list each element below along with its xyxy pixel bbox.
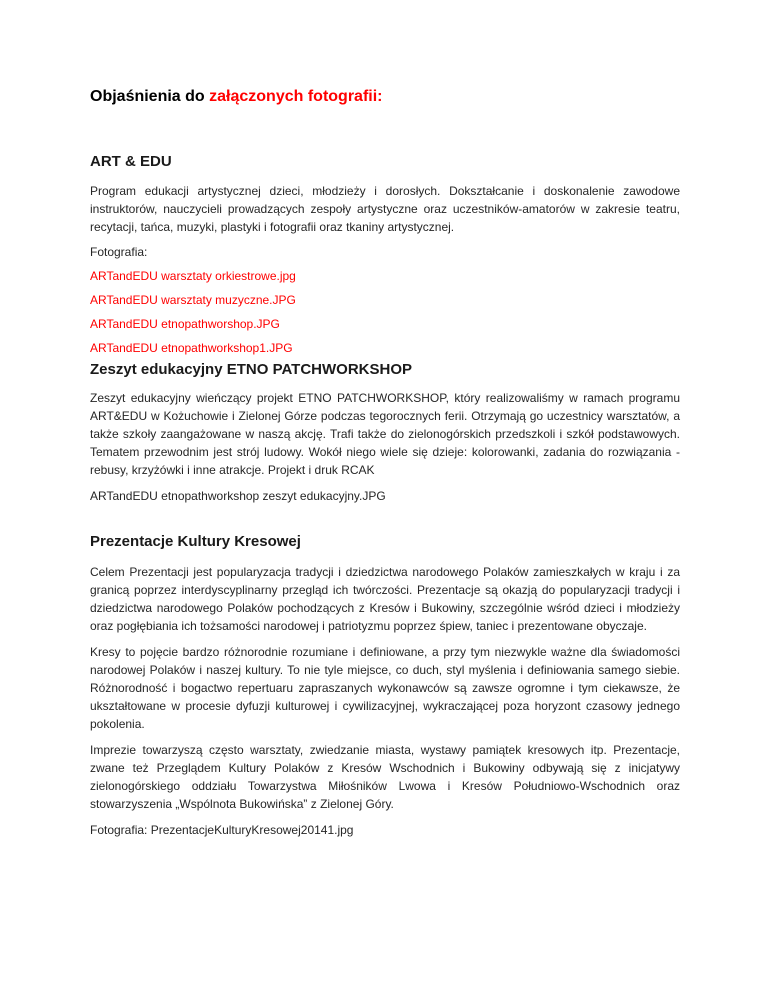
section-paragraph: Celem Prezentacji jest popularyzacja tradycji i dziedzictwa narodowego Polaków zamieszkałych w kraju i za granicą poprzez interdyscyplinarny przegląd ich twórczości. Prezentacje są okazją do popularyzacji tradycji i dziedzictwa narodowego Polaków pochodzących z Kresów i Bukowiny, szczególnie wśród dzieci i młodzieży oraz pogłębiania ich tożsamości narodowej i patriotyzmu poprzez śpiew, taniec i prezentowane obyczaje. [90,565,680,633]
photo-filename: Fotografia: PrezentacjeKulturyKresowej20141.jpg [90,823,354,837]
document-title [90,88,383,106]
photo-filename: ARTandEDU etnopathworshop.JPG [90,317,280,331]
section-prezentacje-kultury-kresowej [90,533,680,839]
section-zeszyt-edukacyjny [90,361,680,505]
photo-list [90,267,680,357]
photo-filename: ARTandEDU warsztaty orkiestrowe.jpg [90,269,296,283]
section-paragraph: Zeszyt edukacyjny wieńczący projekt ETNO PATCHWORKSHOP, który realizowaliśmy w ramach programu ART&EDU w Kożuchowie i Zielonej Górze podczas tegorocznych ferii. Otrzymają go uczestnicy warsztatów, a także szkoły zaangażowane w naszą akcję. Trafi także do zielonogórskich przedszkoli i szkół podstawowych. Tematem przewodnim jest strój ludowy. Wokół niego wiele się dzieje: kolorowanki, zadania do rozwiązania - rebusy, krzyżówki i inne atrakcje. Projekt i druk RCAK [90,391,680,477]
photo-filename: ARTandEDU etnopathworkshop1.JPG [90,341,293,355]
photo-filename: ARTandEDU warsztaty muzyczne.JPG [90,293,296,307]
section-art-edu [90,153,680,357]
document-title-highlight: załączonych fotografii: [209,88,383,105]
section-paragraph: Imprezie towarzyszą często warsztaty, zwiedzanie miasta, wystawy pamiątek kresowych itp. Prezentacje, zwane też Przeglądem Kultury Polaków z Kresów Wschodnich i Bukowiny odbywają się z inicjatywy zielonogórskiego oddziału Towarzystwa Miłośników Lwowa i Kresów Południowo-Wschodnich oraz stowarzyszenia „Wspólnota Bukowińska” z Zielonej Góry. [90,743,680,811]
section-heading: ART & EDU [90,153,172,170]
photo-filename: ARTandEDU etnopathworkshop zeszyt edukacyjny.JPG [90,489,386,503]
section-heading: Zeszyt edukacyjny ETNO PATCHWORKSHOP [90,361,413,378]
document-title-prefix: Objaśnienia do [90,88,210,105]
section-heading: Prezentacje Kultury Kresowej [90,533,301,550]
photo-label: Fotografia: [90,245,148,259]
section-paragraph: Program edukacji artystycznej dzieci, młodzieży i dorosłych. Dokształcanie i doskonalenie zawodowe instruktorów, nauczycieli prowadzących zespoły artystyczne oraz uczestników-amatorów w zakresie teatru, recytacji, tańca, muzyki, plastyki i fotografii oraz tkaniny artystycznej. [90,184,680,234]
section-paragraph: Kresy to pojęcie bardzo różnorodnie rozumiane i definiowane, a przy tym niezwykle ważne dla świadomości narodowej Polaków i naszej kultury. To nie tyle miejsce, co duch, styl myślenia i definiowania samego siebie. Różnorodność i bogactwo repertuaru zapraszanych wykonawców są zawsze ogromne i tym ciekawsze, że ukształtowane w procesie dyfuzji kulturowej i cywilizacyjnej, wykraczającej poza horyzont czasowy jednego pokolenia. [90,645,680,731]
